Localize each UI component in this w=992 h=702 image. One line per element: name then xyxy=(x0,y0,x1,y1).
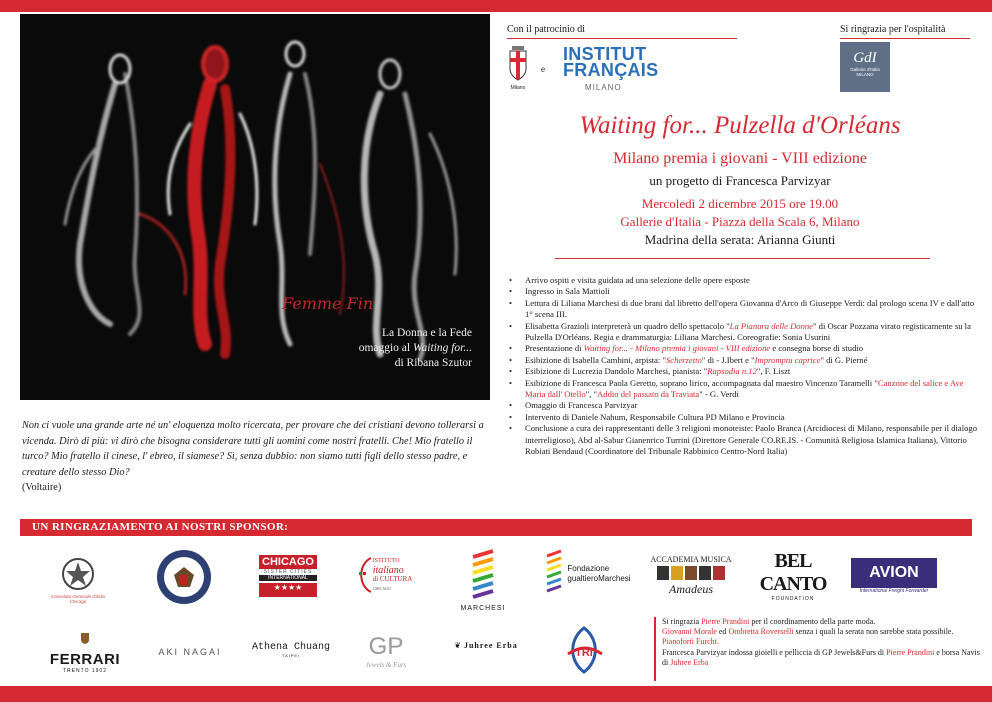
event-title: Waiting for... Pulzella d'Orléans xyxy=(579,112,901,139)
milano-crest-icon xyxy=(507,45,529,83)
credit-line: Francesca Parvizyar indossa gioielli e pelliccia di GP Jewels&Furs di Pierre Prandini e borsa Navis di Juhree Erba xyxy=(662,647,980,667)
chicago-sister-cities-logo: CHICAGO SISTER CITIES INTERNATIONAL ★★★★ xyxy=(258,548,318,604)
aki-nagai-logo: AKI NAGAI xyxy=(158,647,222,657)
us-seal-icon xyxy=(156,549,212,605)
caption-line-2: omaggio al Waiting for... xyxy=(358,342,472,354)
program-item: • Esibizione di Lucrezia Dandolo Marchesi, pianista: "Rapsodia n.12", F. Liszt xyxy=(509,366,979,377)
credit-line: Giovanni Morale ed Ombretta Roverselli senza i quali la serata non sarebbe stata possibile. xyxy=(662,627,954,637)
marchesi-stripes-icon xyxy=(468,549,498,605)
us-consulate-logo xyxy=(155,548,213,606)
credit-line: Si ringrazia Pierre Prandini per il coordinamento della parte moda. xyxy=(662,617,876,626)
painting-caption xyxy=(272,326,472,371)
program-item: • Omaggio di Francesca Parvizyar xyxy=(509,400,979,411)
painting-image xyxy=(20,14,490,400)
iic-arc-icon xyxy=(353,556,373,594)
bel-canto-logo: BEL CANTO FOUNDATION xyxy=(759,550,827,602)
fondazione-stripes-icon xyxy=(544,548,564,600)
program-item: • Elisabetta Grazioli interpreterà un quadro dello spettacolo "La Pianura delle Donne" di Oscar Pozzana virato registicamente su la Pulzella D'Orléans. Regia e drammaturgia: Liliana Marchesi. Coreografie: Sonia Usurini xyxy=(509,321,979,344)
program-item: • Esibizione di Francesca Paola Geretto, soprano lirico, accompagnata dal maestro Vincenzo Taramelli "Canzone del salice e Ave Maria dall' Otello", "Addio del passato da Traviata" - G. Verdi xyxy=(509,378,979,401)
credit-line: Pianoforti Furcht. xyxy=(662,637,719,647)
event-date: Mercoledì 2 dicembre 2015 ore 19.00 xyxy=(641,196,839,211)
credits-divider xyxy=(654,617,656,681)
credits-text xyxy=(662,617,982,668)
sponsor-bar: UN RINGRAZIAMENTO AI NOSTRI SPONSOR: xyxy=(20,519,972,536)
patrocinio-divider xyxy=(507,38,737,39)
patrocinio-label: Con il patrocinio di xyxy=(507,24,586,35)
ospitalita-label: Si ringrazia per l'ospitalità xyxy=(840,24,946,35)
fondazione-marchesi-logo: Fondazione gualtieroMarchesi xyxy=(540,545,635,603)
institut-francais-logo: INSTITUT FRANÇAIS MILANO xyxy=(563,44,659,92)
juhree-ornament-icon: ❦ xyxy=(454,640,461,650)
stars-icon: ★★★★ xyxy=(259,583,317,597)
gallerie-italia-logo: GdI Gallerie d'Italia MILANO xyxy=(840,42,890,92)
quote-text: Non ci vuole una grande arte né un' eloquenza molto ricercata, per provare che dei cristiani devono tollerarsi a vicenda. Dirò di più: vi dirò che bisogna considerare tutti gli uomini come nostri fratelli. Che! Mio fratello il turco? Mio fratello il cinese, l' ebreo, il siamese? Sì, senza dubbio: non siamo tutti figli dello stesso padre, e creature dello stesso Dio? xyxy=(22,420,484,478)
accademia-musica-logo: ACCADEMIA MUSICA Amadeus xyxy=(650,555,732,596)
program-item: • Lettura di Liliana Marchesi di due brani dal libretto dell'opera Giovanna d'Arco di Giuseppe Verdi: dal prologo scena IV e dall'atto 1° scena III. xyxy=(509,298,979,321)
event-subtitle: Milano premia i giovani - VIII edizione xyxy=(613,150,867,167)
event-venue: Gallerie d'Italia - Piazza della Scala 6, Milano xyxy=(620,214,860,229)
marchesi-logo: MARCHESI xyxy=(458,544,508,616)
bottom-red-bar xyxy=(0,686,992,702)
comune-milano-logo: Milano xyxy=(507,45,529,91)
top-red-bar xyxy=(0,0,992,12)
program-item: • Intervento di Daniele Nahum, Responsabile Cultura PD Milano e Provincia xyxy=(509,412,979,423)
svg-text:TRI: TRI xyxy=(575,647,593,659)
event-project: un progetto di Francesca Parvizyar xyxy=(649,173,831,188)
caption-line-3: di Ribana Szutor xyxy=(394,357,472,369)
consolato-logo: Consolato Generale d'Italia Chicago xyxy=(48,545,108,615)
and-separator: e xyxy=(541,64,545,74)
program-list xyxy=(509,275,979,458)
avion-logo: AVION International Freight Forwarder xyxy=(850,551,938,601)
program-item: • Esibizione di Isabella Cambini, arpista: "Scherzetto" di - J.Ibert e "Impromptu caprice" di G. Pierné xyxy=(509,355,979,366)
program-item: • Ingresso in Sala Mattioli xyxy=(509,286,979,297)
event-divider xyxy=(555,258,930,259)
ferrari-crest-icon xyxy=(79,631,91,645)
athena-chuang-logo: Athena Chuang TAIPEI xyxy=(251,642,330,658)
quote-author: (Voltaire) xyxy=(22,482,62,493)
event-madrina: Madrina della serata: Arianna Giunti xyxy=(644,232,836,247)
caption-line-1: La Donna e la Fede xyxy=(381,327,472,339)
program-item: • Presentazione di Waiting for... - Milano premia i giovani - VIII edizione e consegna borse di studio xyxy=(509,343,979,354)
istituto-italiano-cultura-logo: ISTITUTO italiano di CULTURA CHICAGO xyxy=(345,550,420,600)
program-item: • Arrivo ospiti e visita guidata ad una selezione delle opere esposte xyxy=(509,275,979,286)
tri-swoosh-icon xyxy=(560,624,608,676)
gp-jewels-furs-logo: GP Jewels & Furs xyxy=(365,633,407,669)
voltaire-quote xyxy=(22,418,492,496)
program-item: • Conclusione a cura dei rappresentanti delle 3 religioni monoteiste: Paolo Branca (Arcidiocesi di Milano, responsabile per il dialogo interreligioso), Abd al-Sabur Gianenrico Turrini (Direttore Generale CO.RE.IS. - Comunità Religiosa Islamica Italiana), Vittorio Robiati Bendaud (Coordinatore del Tribunale Rabbinico Centro-Nord Italia) xyxy=(509,423,979,457)
ferrari-trento-logo: FERRARI TRENTO 1902 xyxy=(44,626,126,678)
tri-logo xyxy=(558,622,610,678)
italian-emblem-icon xyxy=(60,556,96,594)
juhree-erba-logo: ❦ Juhree Erba xyxy=(454,640,518,650)
ospitalita-divider xyxy=(840,38,970,39)
painting-signature: Femme Fin xyxy=(282,294,374,313)
instrument-icons xyxy=(657,566,725,580)
